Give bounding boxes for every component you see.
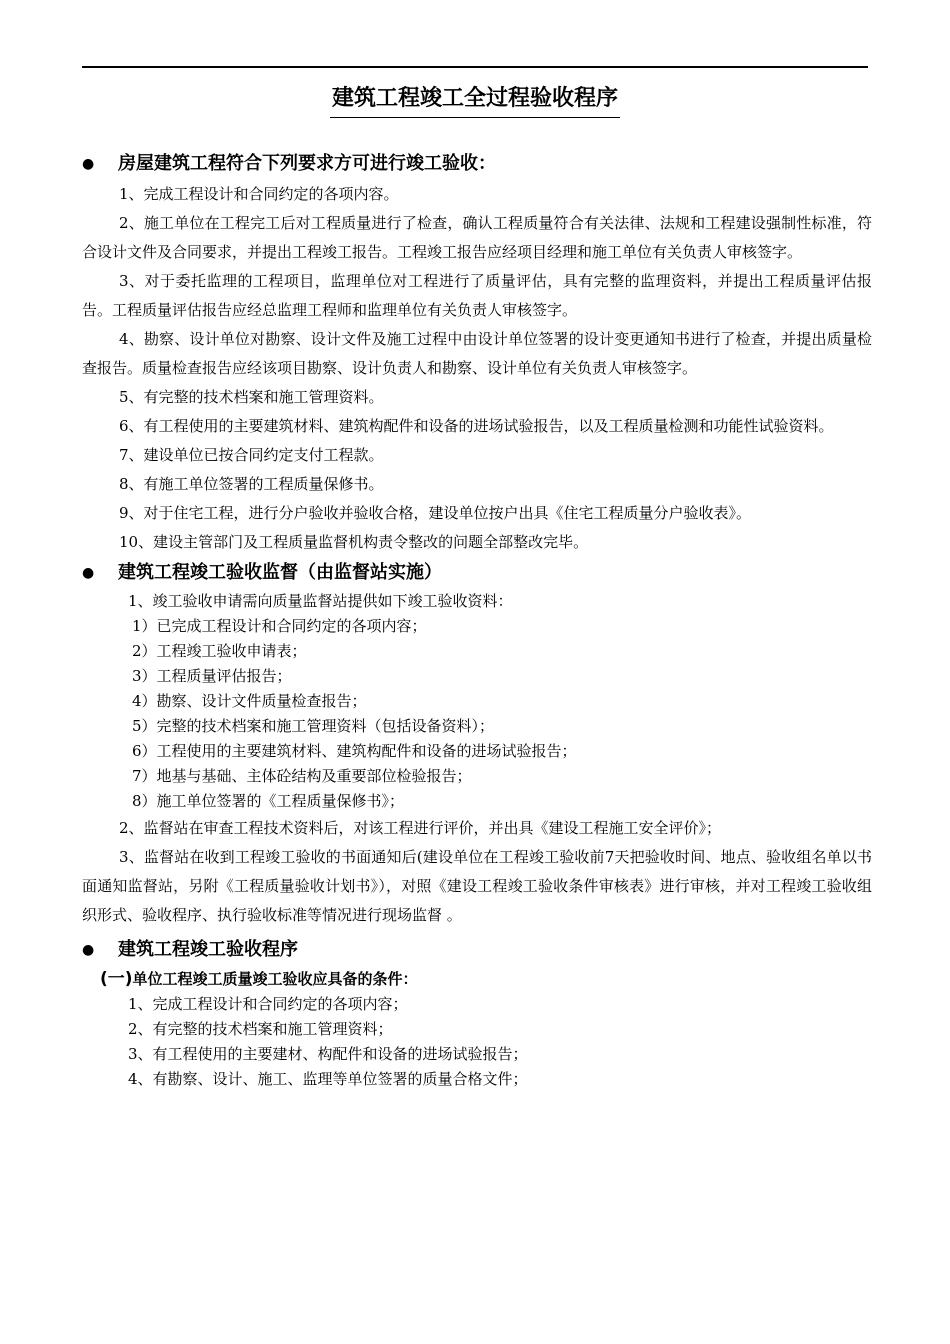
section3-item-4: 4、有勘察、设计、施工、监理等单位签署的质量合格文件；	[128, 1070, 528, 1088]
section3-sub-heading-number: (一)	[100, 969, 133, 989]
section1-heading-text: 房屋建筑工程符合下列要求方可进行竣工验收：	[118, 153, 496, 174]
section1-item-8: 8、有施工单位签署的工程质量保修书。	[119, 475, 384, 493]
section3-heading-text: 建筑工程竣工验收程序	[118, 939, 298, 960]
section1-item-4: 4、勘察、设计单位对勘察、设计文件及施工过程中由设计单位签署的设计变更通知书进行了检查，并提出质量检查报告。质量检查报告应经该项目勘察、设计负责人和勘察、设计单位有关负责人审核签字。	[82, 330, 872, 377]
section2-heading-text: 建筑工程竣工验收监督（由监督站实施）	[118, 562, 442, 583]
section3-sub-heading	[82, 966, 872, 992]
section2-heading	[82, 557, 872, 589]
top-rule	[82, 66, 868, 68]
section1-item-6: 6、有工程使用的主要建筑材料、建筑构配件和设备的进场试验报告，以及工程质量检测和功能性试验资料。	[119, 417, 834, 435]
section1-item-1: 1、完成工程设计和合同约定的各项内容。	[119, 185, 399, 203]
section3-heading	[82, 934, 872, 966]
section3-item-2: 2、有完整的技术档案和施工管理资料；	[128, 1020, 393, 1038]
section2-sub-item-7: 7）地基与基础、主体砼结构及重要部位检验报告；	[132, 767, 472, 785]
section2-sub-item-6: 6）工程使用的主要建筑材料、建筑构配件和设备的进场试验报告；	[132, 742, 577, 760]
section2-item-3: 3、监督站在收到工程竣工验收的书面通知后(建设单位在工程竣工验收前7天把验收时间、地点、验收组名单以书面通知监督站，另附《工程质量验收计划书》），对照《建设工程竣工验收条件审核表》进行审核，并对工程竣工验收组织形式、验收程序、执行验收标准等情况进行现场监督 。	[82, 848, 872, 924]
section1-item-5: 5、有完整的技术档案和施工管理资料。	[119, 388, 384, 406]
section3-item-1: 1、完成工程设计和合同约定的各项内容；	[128, 995, 408, 1013]
bullet-icon: ●	[82, 156, 95, 172]
section2-sub-item-8: 8）施工单位签署的《工程质量保修书》；	[132, 792, 405, 810]
section2-sub-item-1: 1）已完成工程设计和合同约定的各项内容；	[132, 617, 427, 635]
section2-sub-item-5: 5）完整的技术档案和施工管理资料（包括设备资料）；	[132, 717, 495, 735]
page-title-text: 建筑工程竣工全过程验收程序	[330, 84, 620, 118]
section3-item-3: 3、有工程使用的主要建材、构配件和设备的进场试验报告；	[128, 1045, 528, 1063]
section1-item-9: 9、对于住宅工程，进行分户验收并验收合格，建设单位按户出具《住宅工程质量分户验收表》。	[119, 504, 752, 522]
section1-item-2: 2、施工单位在工程完工后对工程质量进行了检查，确认工程质量符合有关法律、法规和工程建设强制性标准，符合设计文件及合同要求，并提出工程竣工报告。工程竣工报告应经项目经理和施工单位有关负责人审核签字。	[82, 214, 872, 261]
section1-heading	[82, 148, 872, 180]
section1-item-3: 3、对于委托监理的工程项目，监理单位对工程进行了质量评估，具有完整的监理资料，并提出工程质量评估报告。工程质量评估报告应经总监理工程师和监理单位有关负责人审核签字。	[82, 272, 872, 319]
bullet-icon: ●	[82, 942, 95, 958]
page-title	[0, 84, 950, 118]
section2-item-2: 2、监督站在审查工程技术资料后，对该工程进行评价，并出具《建设工程施工安全评价》；	[119, 819, 722, 837]
section3-sub-heading-text: 单位工程竣工质量竣工验收应具备的条件：	[132, 970, 418, 988]
bullet-icon: ●	[82, 565, 95, 581]
section2-intro: 1、竣工验收申请需向质量监督站提供如下竣工验收资料：	[128, 592, 513, 610]
section1-item-7: 7、建设单位已按合同约定支付工程款。	[119, 446, 384, 464]
section2-sub-item-2: 2）工程竣工验收申请表；	[132, 642, 307, 660]
section1-item-10: 10、建设主管部门及工程质量监督机构责令整改的问题全部整改完毕。	[119, 533, 589, 551]
section2-sub-item-4: 4）勘察、设计文件质量检查报告；	[132, 692, 367, 710]
document-body	[82, 148, 872, 1092]
section2-sub-item-3: 3）工程质量评估报告；	[132, 667, 292, 685]
